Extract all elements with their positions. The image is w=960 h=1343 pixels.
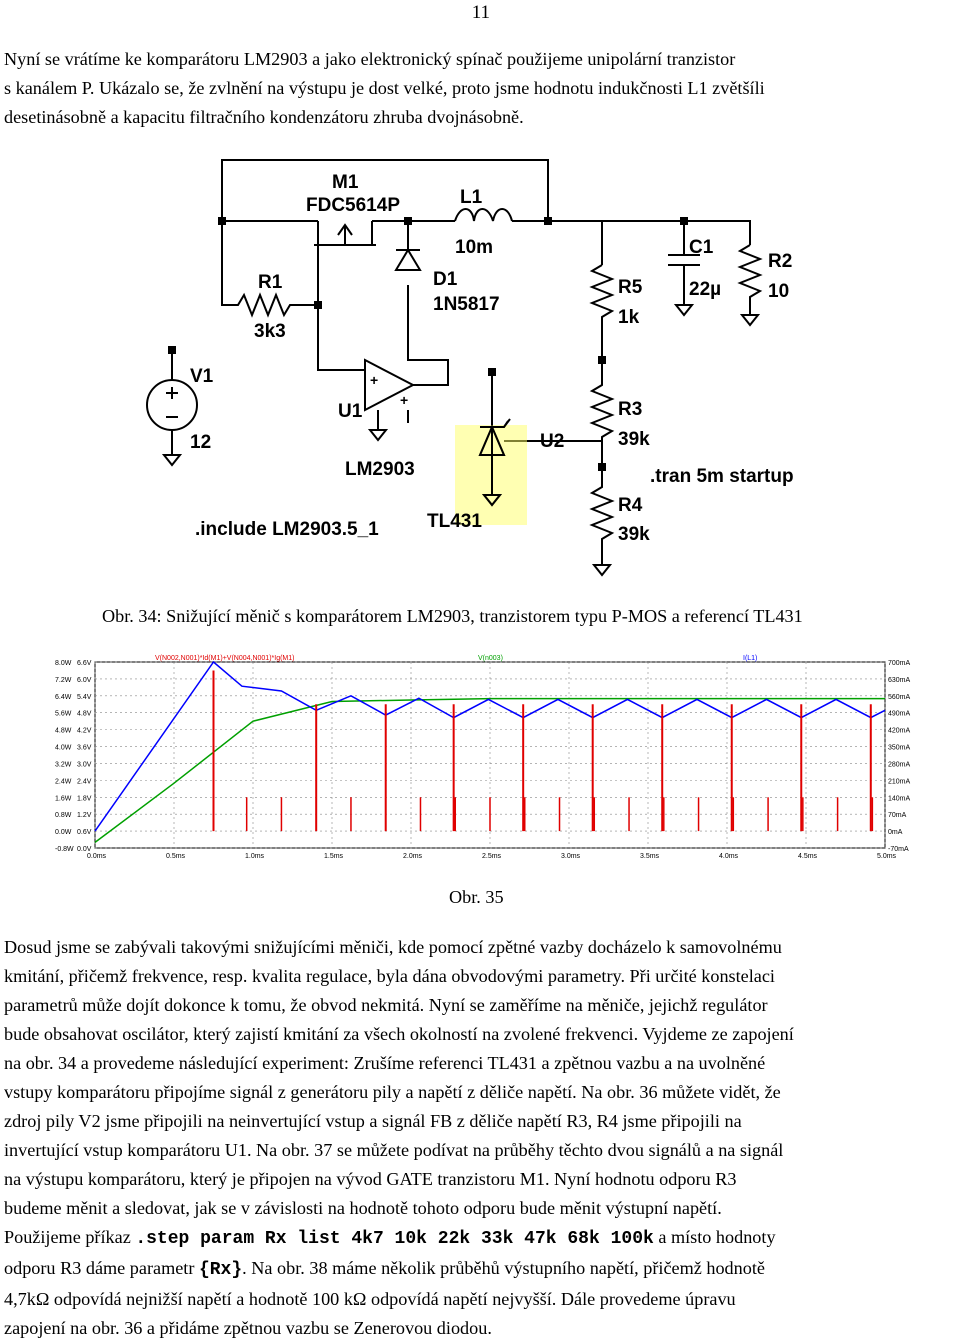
y-tick-label-current: -70mA <box>888 846 909 853</box>
x-tick-label: 2.5ms <box>482 853 502 860</box>
step-command: .step param Rx list 4k7 10k 22k 33k 47k 68k 100k <box>135 1229 654 1249</box>
trace-label: V(n003) <box>478 655 503 662</box>
body-line: zapojení na obr. 36 a přidáme zpětnou vazbu se Zenerovou diodou. <box>4 1318 492 1338</box>
y-tick-label-power: 0.8W <box>55 812 72 820</box>
r5-value: 1k <box>618 307 640 328</box>
trace-label: V(N002,N001)*Id(M1)+V(N004,N001)*Ig(M1) <box>155 655 295 662</box>
x-tick-label: 0.5ms <box>166 853 186 860</box>
include-directive: .include LM2903.5_1 <box>195 519 379 540</box>
text-run: . Na obr. 38 máme několik průběhů výstupního napětí, přičemž hodnotě <box>242 1258 765 1278</box>
r3-value: 39k <box>618 429 650 450</box>
r5-label: R5 <box>618 277 643 298</box>
text-run: Použijeme příkaz <box>4 1227 136 1247</box>
body-line <box>4 1223 956 1254</box>
y-tick-label-voltage: 0.0V <box>77 846 92 853</box>
y-tick-label-power: 4.0W <box>55 744 72 752</box>
y-tick-label-voltage: 3.0V <box>77 761 92 769</box>
body-line: zdroj pily V2 jsme připojili na neinvertující vstup a signál FB z děliče napětí R3, R4 jsme připojili na <box>4 1111 742 1131</box>
y-tick-label-current: 280mA <box>888 761 911 769</box>
y-tick-label-power: 4.8W <box>55 727 72 735</box>
trace-label: I(L1) <box>743 655 758 662</box>
y-tick-label-voltage: 5.4V <box>77 693 92 701</box>
y-tick-label-power: 2.4W <box>55 778 72 786</box>
c1-value: 22µ <box>689 279 722 300</box>
page-number: 11 <box>471 2 490 23</box>
body-line: kmitání, přičemž frekvence, resp. kvalita regulace, byla dána obvodovými parametry. Při určité konstelaci <box>4 966 775 986</box>
y-tick-label-power: 5.6W <box>55 710 72 718</box>
body-line: invertující vstup komparátoru U1. Na obr. 37 se můžete podívat na průběhy těchto dvou signálů a na signál <box>4 1140 784 1160</box>
x-tick-label: 3.0ms <box>561 853 581 860</box>
r1-label: R1 <box>258 272 283 293</box>
l1-label: L1 <box>460 187 483 208</box>
body-line: budeme měnit a sledovat, jak se v závislosti na hodnotě tohoto odporu bude měnit výstupní napětí. <box>4 1198 722 1218</box>
figure-caption-34: Obr. 34: Snižující měnič s komparátorem LM2903, tranzistorem typu P-MOS a referencí TL431 <box>102 606 803 626</box>
text-run: odporu R3 dáme parametr <box>4 1258 199 1278</box>
y-tick-label-voltage: 3.6V <box>77 744 92 752</box>
c1-label: C1 <box>689 237 714 258</box>
body-line: na výstupu komparátoru, který je připojen na vývod GATE tranzistoru M1. Nyní hodnotu odporu R3 <box>4 1169 737 1189</box>
body-line: Dosud jsme se zabývali takovými snižujícími měniči, kde pomocí zpětné vazby docházelo k samovolnému <box>4 937 782 957</box>
y-tick-label-power: 1.6W <box>55 795 72 803</box>
y-tick-label-voltage: 0.6V <box>77 829 92 837</box>
x-tick-label: 2.0ms <box>403 853 423 860</box>
y-tick-label-voltage: 1.2V <box>77 812 92 820</box>
tran-directive: .tran 5m startup <box>650 466 794 487</box>
y-tick-label-power: 8.0W <box>55 660 72 667</box>
text-run: a místo hodnoty <box>653 1227 776 1247</box>
y-tick-label-voltage: 6.0V <box>77 676 92 684</box>
x-tick-label: 3.5ms <box>640 853 660 860</box>
svg-text:+: + <box>370 372 379 388</box>
r3-label: R3 <box>618 399 643 420</box>
body-paragraph <box>4 933 956 1343</box>
u1-label: U1 <box>338 401 363 422</box>
m1-part: FDC5614P <box>306 195 400 216</box>
body-line <box>4 1254 956 1285</box>
intro-line: desetinásobně a kapacitu filtračního kondenzátoru zhruba dvojnásobně. <box>4 107 524 127</box>
circuit-schematic <box>0 155 960 585</box>
y-tick-label-power: 6.4W <box>55 693 72 701</box>
y-tick-label-current: 70mA <box>888 812 907 820</box>
y-tick-label-current: 0mA <box>888 829 903 837</box>
body-line: na obr. 34 a provedeme následující experiment: Zrušíme referenci TL431 a zpětnou vazbu a na uvolněné <box>4 1053 766 1073</box>
m1-label: M1 <box>332 172 359 193</box>
x-tick-label: 1.5ms <box>324 853 344 860</box>
intro-line: s kanálem P. Ukázalo se, že zvlnění na výstupu je dost velké, proto jsme hodnotu indukčnosti L1 zvětšíli <box>4 78 765 98</box>
x-tick-label: 5.0ms <box>877 853 897 860</box>
waveform-chart <box>0 652 960 864</box>
y-tick-label-current: 420mA <box>888 727 911 735</box>
d1-part: 1N5817 <box>433 294 500 315</box>
r2-label: R2 <box>768 251 793 272</box>
y-tick-label-power: 7.2W <box>55 676 72 684</box>
u1-part: LM2903 <box>345 459 415 480</box>
y-tick-label-voltage: 2.4V <box>77 778 92 786</box>
v1-value: 12 <box>190 432 212 453</box>
body-line: bude obsahovat oscilátor, který zajistí kmitání za všech okolností na zvolené frekvenci. Vyjdeme ze zapojení <box>4 1024 794 1044</box>
x-tick-label: 4.0ms <box>719 853 739 860</box>
body-line: vstupy komparátoru připojíme signál z generátoru pily a napětí z děliče napětí. Na obr. 36 můžete vidět, že <box>4 1082 781 1102</box>
intro-paragraph <box>4 45 956 132</box>
body-line: parametrů může dojít dokonce k tomu, že obvod nekmitá. Nyní se zaměříme na měniče, jejichž regulátor <box>4 995 768 1015</box>
d1-label: D1 <box>433 269 458 290</box>
y-tick-label-current: 210mA <box>888 778 911 786</box>
y-tick-label-voltage: 1.8V <box>77 795 92 803</box>
u2-part: TL431 <box>427 511 482 532</box>
v1-label: V1 <box>190 366 214 387</box>
y-tick-label-current: 140mA <box>888 795 911 803</box>
body-line: 4,7kΩ odpovídá nejnižší napětí a hodnotě 100 kΩ odpovídá napětí nejvyšší. Dále provedeme úpravu <box>4 1289 736 1309</box>
r4-label: R4 <box>618 495 643 516</box>
u2-label: U2 <box>540 431 565 452</box>
y-tick-label-current: 700mA <box>888 660 911 667</box>
y-tick-label-voltage: 6.6V <box>77 660 92 667</box>
svg-text:+: + <box>400 392 409 408</box>
y-tick-label-current: 630mA <box>888 676 911 684</box>
y-tick-label-current: 490mA <box>888 710 911 718</box>
intro-line: Nyní se vrátíme ke komparátoru LM2903 a jako elektronický spínač použijeme unipolární tranzistor <box>4 49 736 69</box>
figure-caption-35: Obr. 35 <box>449 887 504 907</box>
y-tick-label-current: 560mA <box>888 693 911 701</box>
x-tick-label: 1.0ms <box>245 853 265 860</box>
x-tick-label: 4.5ms <box>798 853 818 860</box>
y-tick-label-power: -0.8W <box>55 846 74 853</box>
l1-value: 10m <box>455 237 494 258</box>
y-tick-label-voltage: 4.8V <box>77 710 92 718</box>
r4-value: 39k <box>618 524 650 545</box>
r2-value: 10 <box>768 281 790 302</box>
y-tick-label-power: 0.0W <box>55 829 72 837</box>
y-tick-label-current: 350mA <box>888 744 911 752</box>
param-code: {Rx} <box>198 1260 243 1280</box>
y-tick-label-power: 3.2W <box>55 761 72 769</box>
y-tick-label-voltage: 4.2V <box>77 727 92 735</box>
x-tick-label: 0.0ms <box>87 853 107 860</box>
r1-value: 3k3 <box>254 321 286 342</box>
